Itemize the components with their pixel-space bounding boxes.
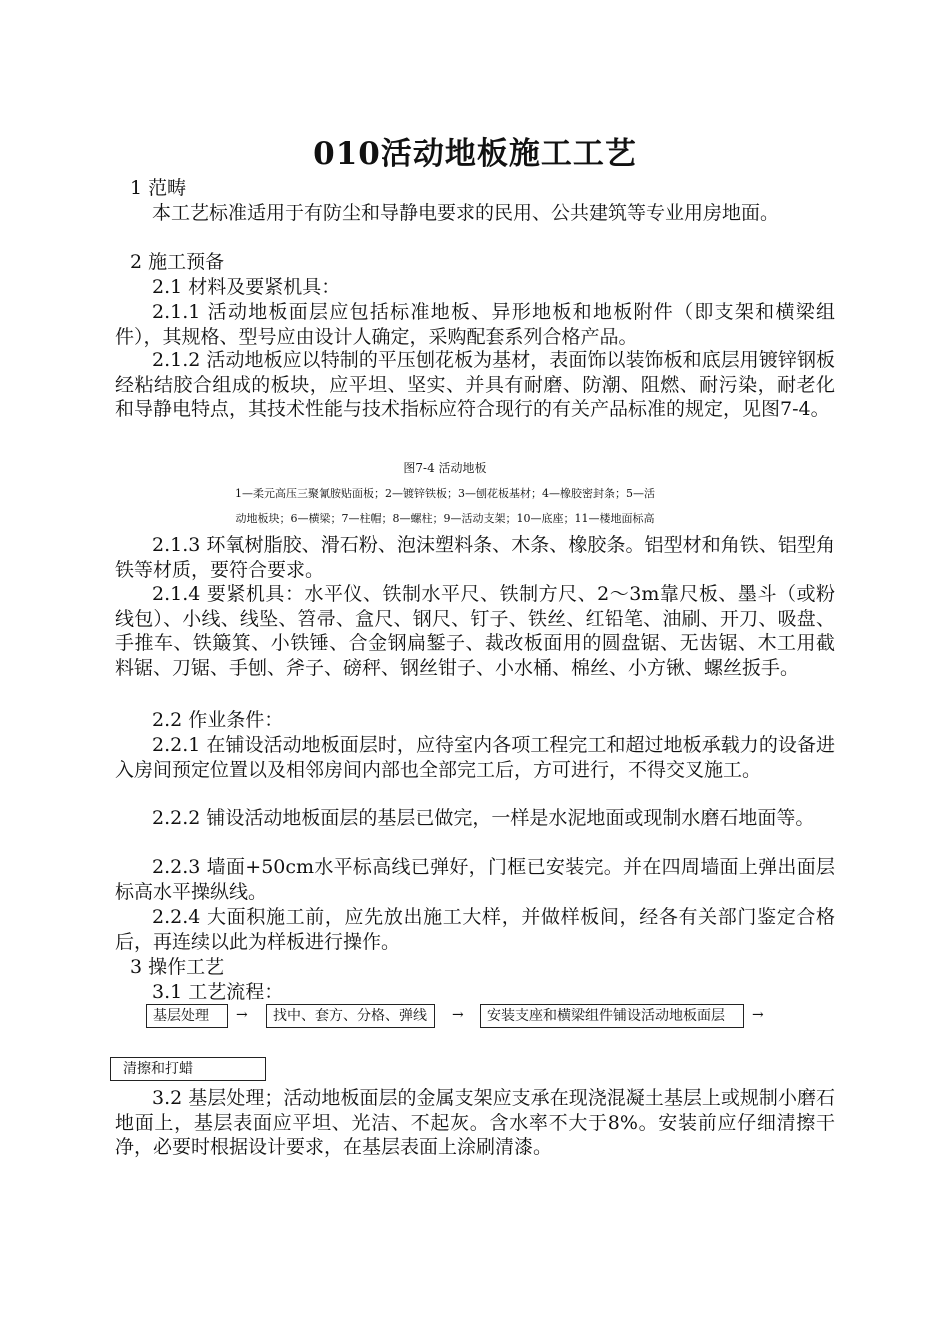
document-title: 010活动地板施工工艺 [313, 136, 637, 172]
paragraph-2-1-4: 2.1.4 要紧机具：水平仪、铁制水平尺、铁制方尺、2～3m靠尺板、墨斗（或粉线包）、小线、线坠、笤帚、盒尺、钢尺、钉子、铁丝、红铅笔、油刷、开刀、吸盘、手推车、铁簸箕、小铁锤、合金钢扁錾子、裁改板面用的圆盘锯、无齿锯、木工用截料锯、刀锯、手刨、斧子、磅秤、钢丝钳子、小水桶、棉丝、小方锹、螺丝扳手。 [115, 583, 835, 679]
flow-arrow-2: → [452, 1007, 464, 1023]
figure-legend-line-2: 动地板块；6—横梁；7—柱帽；8—螺柱；9—活动支架；10—底座；11—楼地面标高 [235, 512, 655, 525]
paragraph-2-2-1: 2.2.1 在铺设活动地板面层时，应待室内各项工程完工和超过地板承载力的设备进入房间预定位置以及相邻房间内部也全部完工后，方可进行，不得交叉施工。 [115, 734, 835, 781]
paragraph-2-1-2: 2.1.2 活动地板应以特制的平压刨花板为基材，表面饰以装饰板和底层用镀锌钢板经粘结胶合组成的板块，应平坦、坚实、并具有耐磨、防潮、阻燃、耐污染，耐老化和导静电特点，其技术性能与技术指标应符合现行的有关产品标准的规定，见图7-4。 [115, 349, 835, 420]
paragraph-2-2-4: 2.2.4 大面积施工前，应先放出施工大样，并做样板间，经各有关部门鉴定合格后，再连续以此为样板进行操作。 [115, 906, 835, 953]
section-1-text: 本工艺标准适用于有防尘和导静电要求的民用、公共建筑等专业用房地面。 [152, 202, 780, 224]
section-2-heading: 2 施工预备 [130, 251, 225, 273]
flow-step-layout-lines: 找中、套方、分格、弹线 [266, 1004, 435, 1028]
flow-step-base-treatment: 基层处理 [146, 1004, 228, 1028]
figure-caption: 图7-4 活动地板 [403, 461, 487, 475]
paragraph-2-2-2: 2.2.2 铺设活动地板面层的基层已做完，一样是水泥地面或现制水磨石地面等。 [152, 807, 815, 829]
flow-arrow-3: → [752, 1007, 764, 1023]
paragraph-2-1-1: 2.1.1 活动地板面层应包括标准地板、异形地板和地板附件（即支架和横梁组件），其规格、型号应由设计人确定，采购配套系列合格产品。 [115, 301, 835, 348]
section-3-1-heading: 3.1 工艺流程： [152, 981, 284, 1003]
flow-arrow-1: → [236, 1007, 248, 1023]
figure-legend-line-1: 1—柔元高压三聚氰胺贴面板；2—镀锌铁板；3—刨花板基材；4—橡胶密封条；5—活 [235, 487, 655, 500]
paragraph-2-1-3: 2.1.3 环氧树脂胶、滑石粉、泡沫塑料条、木条、橡胶条。铝型材和角铁、铝型角铁等材质，要符合要求。 [115, 534, 835, 581]
paragraph-3-2: 3.2 基层处理；活动地板面层的金属支架应支承在现浇混凝土基层上或规制小磨石地面上，基层表面应平坦、光洁、不起灰。含水率不大于8%。安装前应仔细清擦干净，必要时根据设计要求，在基层表面上涂刷清漆。 [115, 1087, 835, 1158]
flow-step-clean-wax: 清擦和打蜡 [110, 1057, 266, 1081]
section-2-2-heading: 2.2 作业条件： [152, 709, 284, 731]
section-3-heading: 3 操作工艺 [130, 956, 225, 978]
paragraph-2-2-3: 2.2.3 墙面+50cm水平标高线已弹好，门框已安装完。并在四周墙面上弹出面层标高水平操纵线。 [115, 856, 835, 903]
section-2-1-heading: 2.1 材料及要紧机具： [152, 276, 341, 298]
flow-step-install-supports: 安装支座和横梁组件铺设活动地板面层 [480, 1004, 744, 1028]
section-1-heading: 1 范畴 [130, 177, 187, 199]
